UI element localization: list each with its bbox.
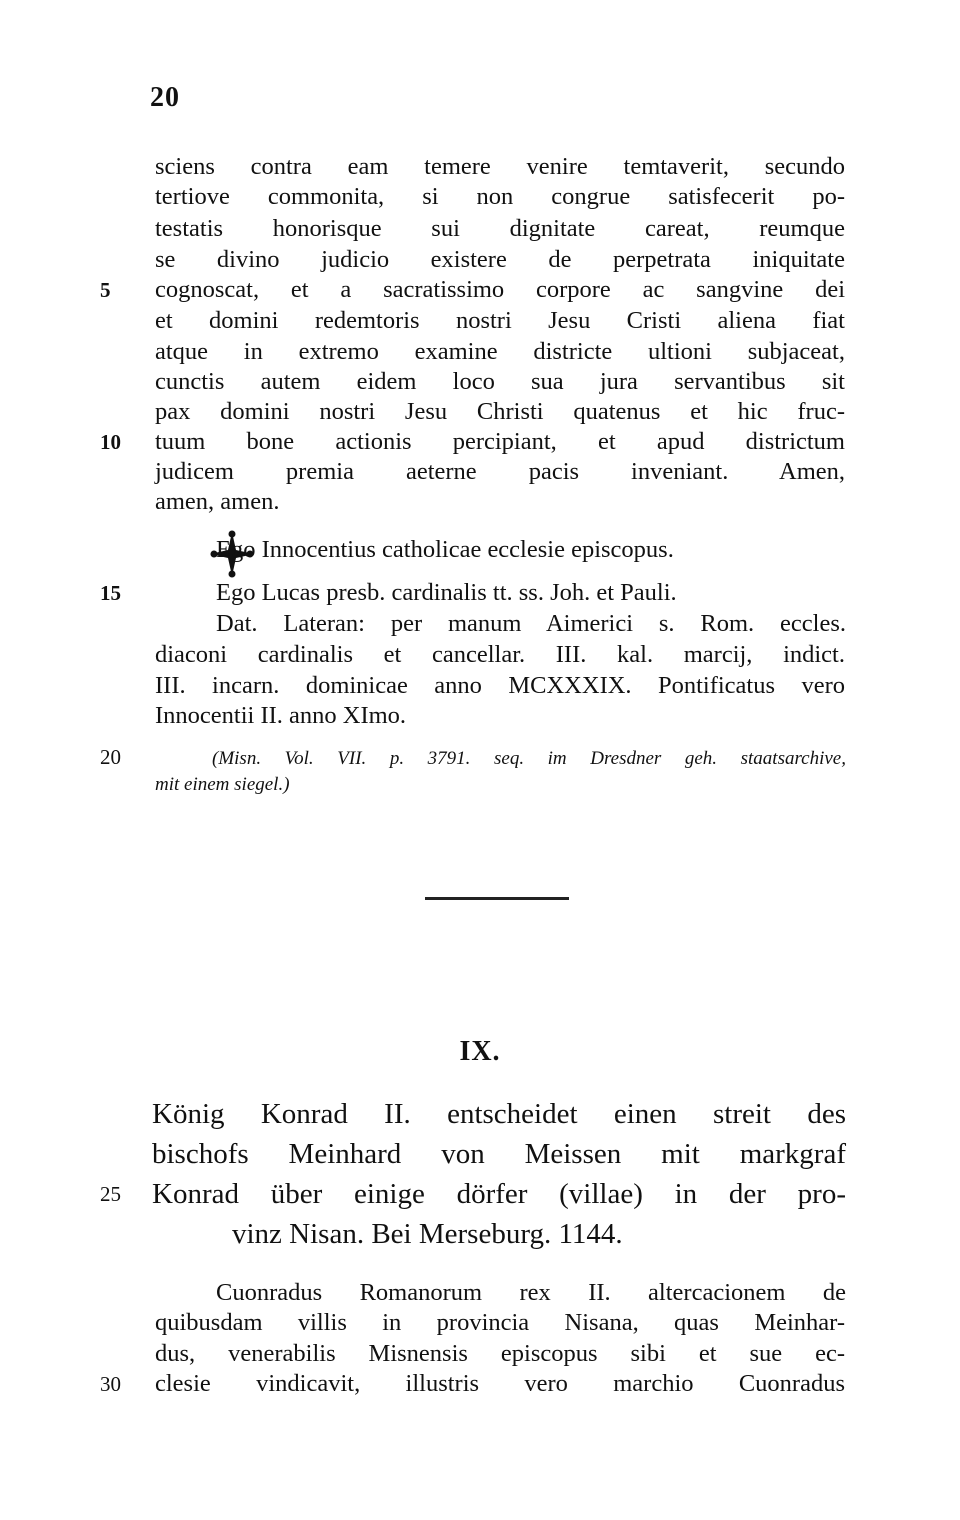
body-line: quibusdam villis in provincia Nisana, quas Meinhar-	[155, 1309, 845, 1336]
line-number-30: 30	[100, 1372, 121, 1396]
charter-line: cunctis autem eidem loco sua jura servantibus sit	[155, 368, 845, 395]
dating-line: Innocentii II. anno XImo.	[155, 702, 407, 729]
heading-line: vinz Nisan. Bei Merseburg. 1144.	[232, 1218, 623, 1250]
heading-line: König Konrad II. entscheidet einen streit des	[152, 1098, 846, 1130]
charter-line: se divino judicio existere de perpetrata iniquitate	[155, 246, 845, 273]
charter-line: sciens contra eam temere venire temtaverit, secundo	[155, 153, 845, 180]
heading-line: Konrad über einige dörfer (villae) in der pro-	[152, 1178, 846, 1210]
line-number-15: 15	[100, 581, 121, 605]
charter-line: tertiove commonita, si non congrue satisfecerit po-	[155, 183, 845, 210]
dating-line: diaconi cardinalis et cancellar. III. kal. marcij, indict.	[155, 641, 845, 668]
line-number-20: 20	[100, 745, 121, 769]
line-number-25: 25	[100, 1182, 121, 1206]
charter-line: tuum bone actionis percipiant, et apud districtum	[155, 428, 845, 455]
charter-line: pax domini nostri Jesu Christi quatenus et hic fruc-	[155, 398, 845, 425]
charter-line: amen, amen.	[155, 488, 280, 515]
signature-lucas: Ego Lucas presb. cardinalis tt. ss. Joh. et Pauli.	[216, 579, 677, 606]
charter-line: judicem premia aeterne pacis inveniant. Amen,	[155, 458, 845, 485]
section-divider	[425, 897, 569, 900]
dating-line: III. incarn. dominicae anno MCXXXIX. Pontificatus vero	[155, 672, 845, 699]
body-line: Cuonradus Romanorum rex II. altercacionem de	[216, 1279, 846, 1306]
charter-line: et domini redemtoris nostri Jesu Cristi aliena fiat	[155, 307, 845, 334]
source-note-line: mit einem siegel.)	[155, 774, 290, 795]
page-number: 20	[150, 82, 180, 113]
signature-innocentius: Ego Innocentius catholicae ecclesie episcopus.	[216, 536, 674, 563]
line-number-10: 10	[100, 430, 121, 454]
source-note-line: (Misn. Vol. VII. p. 3791. seq. im Dresdner geh. staatsarchive,	[212, 748, 846, 769]
body-line: clesie vindicavit, illustris vero marchio Cuonradus	[155, 1370, 845, 1397]
body-line: dus, venerabilis Misnensis episcopus sibi et sue ec-	[155, 1340, 845, 1367]
dating-line: Dat. Lateran: per manum Aimerici s. Rom. eccles.	[216, 610, 846, 637]
charter-line: testatis honorisque sui dignitate careat, reumque	[155, 215, 845, 242]
charter-line: atque in extremo examine districte ultioni subjaceat,	[155, 338, 845, 365]
heading-line: bischofs Meinhard von Meissen mit markgraf	[152, 1138, 846, 1170]
line-number-5: 5	[100, 278, 111, 302]
charter-line: cognoscat, et a sacratissimo corpore ac sangvine dei	[155, 276, 845, 303]
section-number: IX.	[459, 1036, 501, 1067]
